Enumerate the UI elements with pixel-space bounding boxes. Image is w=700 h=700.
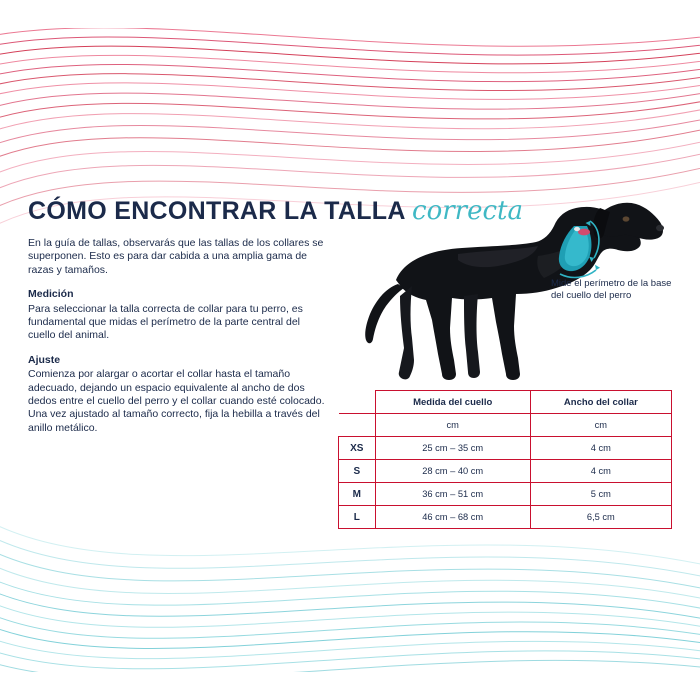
table-row bbox=[339, 483, 672, 506]
units-collar-width: cm bbox=[530, 414, 671, 437]
row-width-s: 4 cm bbox=[530, 460, 671, 483]
table-units-row bbox=[339, 414, 672, 437]
table-header-row bbox=[339, 391, 672, 414]
row-size-s: S bbox=[339, 460, 376, 483]
page-title-accent: correcta bbox=[412, 196, 523, 226]
section-heading-ajuste: Ajuste bbox=[28, 353, 61, 366]
row-neck-m: 36 cm – 51 cm bbox=[375, 483, 530, 506]
table-row bbox=[339, 506, 672, 529]
instructions-column bbox=[28, 237, 328, 446]
callout-text: Mide el perímetro de la base del cuello del perro bbox=[551, 278, 672, 301]
table-row bbox=[339, 460, 672, 483]
section-heading-medicion: Medición bbox=[28, 288, 74, 301]
row-width-l: 6,5 cm bbox=[530, 506, 671, 529]
row-neck-l: 46 cm – 68 cm bbox=[375, 506, 530, 529]
row-neck-xs: 25 cm – 35 cm bbox=[375, 437, 530, 460]
table-row bbox=[339, 437, 672, 460]
content-canvas bbox=[0, 28, 700, 672]
units-corner-cell bbox=[339, 414, 376, 437]
header-collar-width: Ancho del collar bbox=[530, 391, 671, 414]
row-size-m: M bbox=[339, 483, 376, 506]
size-table bbox=[338, 390, 672, 529]
table-corner-cell bbox=[339, 391, 376, 414]
page-title-main: CÓMO ENCONTRAR LA TALLA bbox=[28, 197, 405, 225]
header-neck-measure: Medida del cuello bbox=[375, 391, 530, 414]
section-text-medicion: Para seleccionar la talla correcta de collar para tu perro, es fundamental que midas el perímetro de la parte central del cuello del animal. bbox=[28, 302, 303, 342]
row-size-xs: XS bbox=[339, 437, 376, 460]
section-text-ajuste: Comienza por alargar o acortar el collar hasta el tamaño adecuado, dejando un espacio equivalente al ancho de dos dedos entre el cuello del perro y el collar cuando esté colocado. Una vez ajustado al tamaño correcto, fija la hebilla a través del anillo metálico. bbox=[28, 368, 325, 434]
row-size-l: L bbox=[339, 506, 376, 529]
intro-paragraph: En la guía de tallas, observarás que las tallas de los collares se superponen. Esto es para dar cabida a una amplia gama de razas y tamaños. bbox=[28, 237, 324, 276]
row-width-xs: 4 cm bbox=[530, 437, 671, 460]
units-neck-measure: cm bbox=[375, 414, 530, 437]
row-neck-s: 28 cm – 40 cm bbox=[375, 460, 530, 483]
row-width-m: 5 cm bbox=[530, 483, 671, 506]
